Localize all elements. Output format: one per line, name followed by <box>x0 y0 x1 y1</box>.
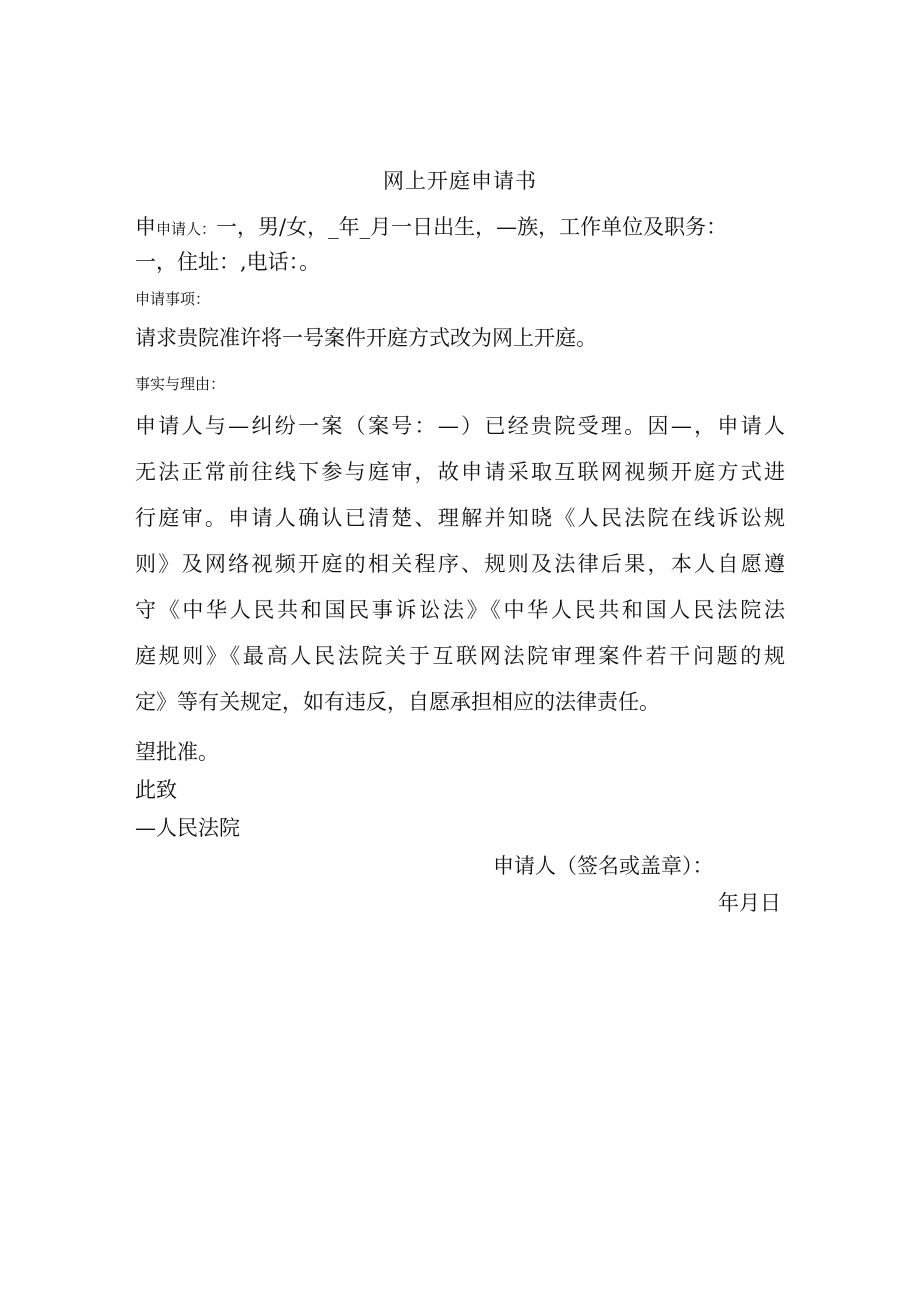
signature-label: 申请人（签名或盖章）： <box>493 854 714 878</box>
applicant-details: 一，男/女，_年_月一日出生，—族，工作单位及职务： <box>216 215 728 239</box>
court-name: —人民法院 <box>135 816 240 840</box>
salutation: 此致 <box>135 778 177 802</box>
facts-line: 庭规则》《最高人民法院关于互联网法院审理案件若干问题的规 <box>135 644 785 668</box>
applicant-line-2: 一，住址：,电话：。 <box>135 250 321 274</box>
closing-request: 望批准。 <box>135 740 219 764</box>
applicant-label: 申申请人： <box>135 215 217 239</box>
facts-line: 申请人与—纠纷一案（案号：—）已经贵院受理。因—，申请人 <box>135 414 785 438</box>
facts-line: 则》及网络视频开庭的相关程序、规则及法律后果，本人自愿遵 <box>135 552 785 576</box>
request-heading: 申请事项： <box>135 290 211 308</box>
facts-line: 定》等有关规定，如有违反，自愿承担相应的法律责任。 <box>135 690 660 714</box>
request-text: 请求贵院准许将一号案件开庭方式改为网上开庭。 <box>135 326 597 350</box>
document-title: 网上开庭申请书 <box>383 169 537 193</box>
applicant-line-1 <box>135 211 727 241</box>
facts-line: 行庭审。申请人确认已清楚、理解并知晓《人民法院在线诉讼规 <box>135 506 785 530</box>
facts-line: 守《中华人民共和国民事诉讼法》《中华人民共和国人民法院法 <box>135 598 785 622</box>
facts-line: 无法正常前往线下参与庭审，故申请采取互联网视频开庭方式进 <box>135 460 785 484</box>
facts-heading: 事实与理由： <box>135 375 226 393</box>
date-label: 年月日 <box>718 891 781 915</box>
applicant-label-text: 申请人： <box>156 220 217 238</box>
